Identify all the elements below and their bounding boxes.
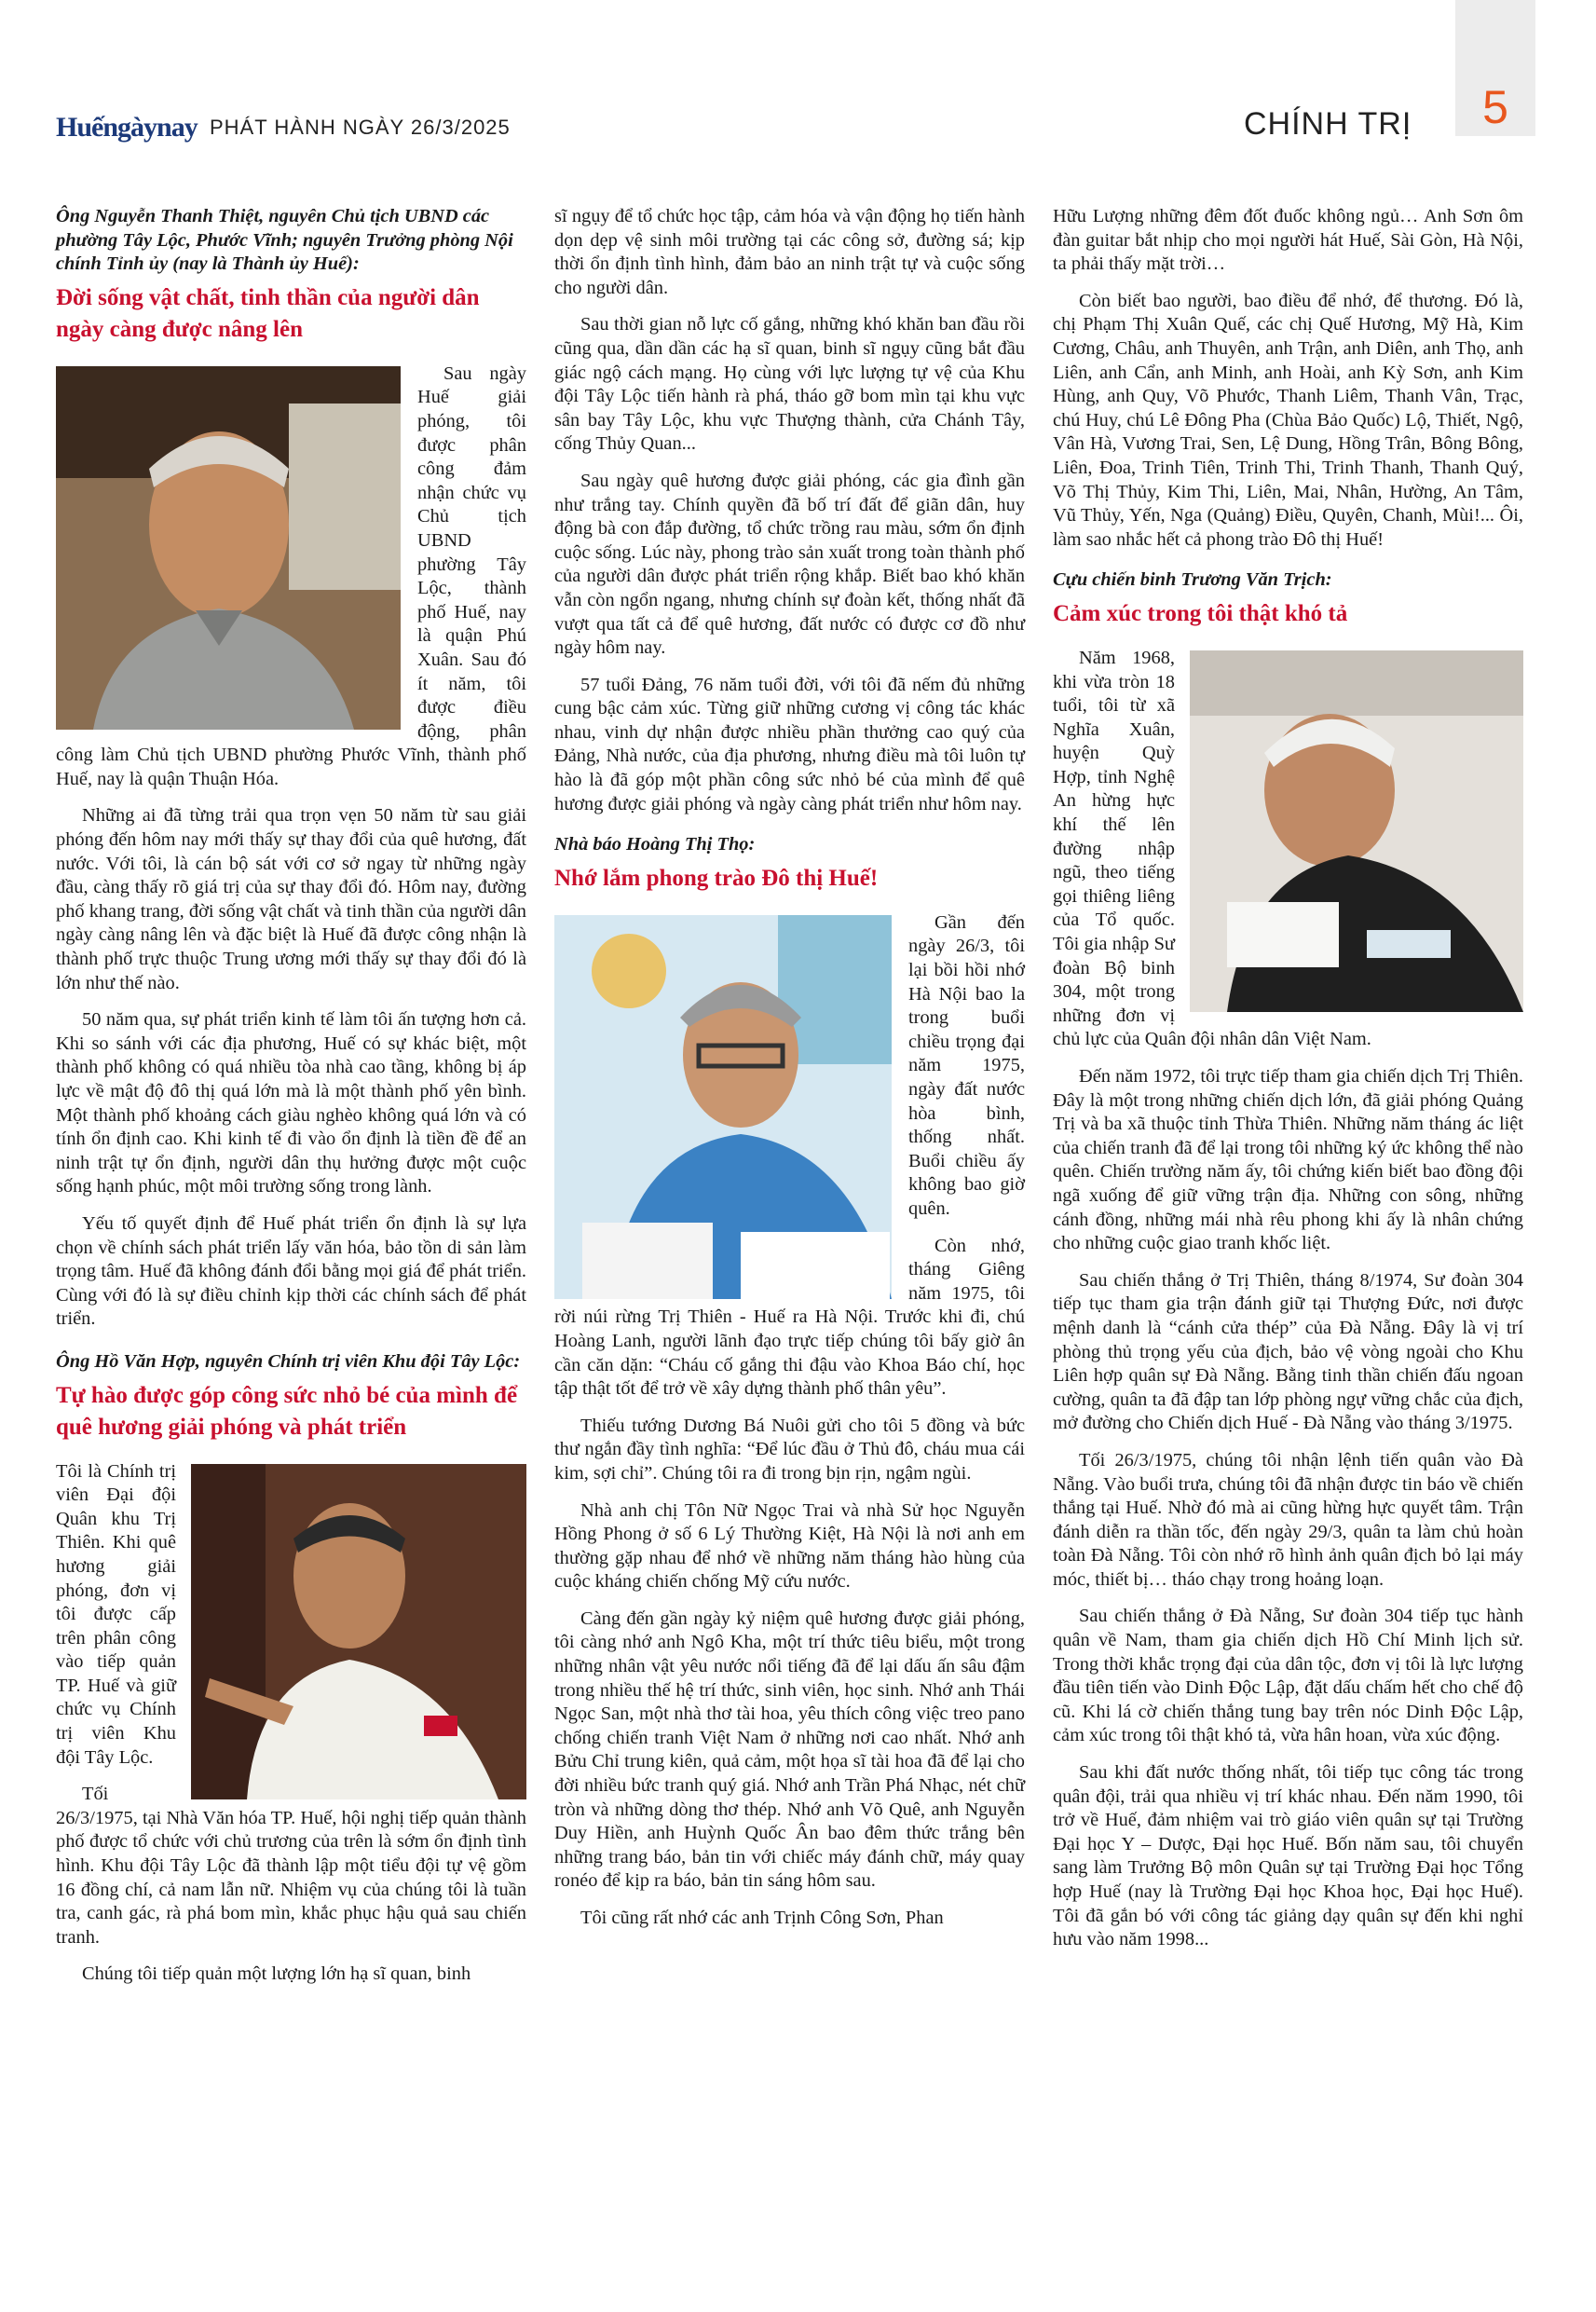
paragraph: Sau thời gian nỗ lực cố gắng, những khó khăn ban đầu rồi cũng qua, dần dần các hạ sĩ quan, binh sĩ ngụy cũng bắt đầu giác ngộ cách mạng. Họ cùng với lực lượng tự vệ của Khu đội Tây Lộc tiến hành rà phá, tháo gỡ bom mìn tại khu vực sân bay Tây Lộc, khu vực Thượng thành, cửa Chánh Tây, cống Thủy Quan... <box>554 314 1025 455</box>
paragraph: Những ai đã từng trải qua trọn vẹn 50 năm từ sau giải phóng đến hôm nay mới thấy sự thay đổi của quê hương, đất nước. Với tôi, là cán bộ sát với cơ sở ngay từ những ngày đầu, càng thấy rõ giá trị của sự thay đổi đó. Hôm nay, đường phố khang trang, đời sống vật chất và tinh thần của người dân ngày càng nâng lên và đặc biệt là Huế đã được công nhận là thành phố trực thuộc Trung ương mới thấy sự thay đổi đó là lớn như thế nào. <box>56 805 526 993</box>
column-1 <box>56 205 526 2000</box>
speaker-hoang-thi-tho: Nhà báo Hoàng Thị Thọ: <box>554 834 756 855</box>
masthead-logo: Huếngàynay <box>56 112 198 143</box>
paragraph: 50 năm qua, sự phát triển kinh tế làm tôi ấn tượng hơn cả. Khi so sánh với các địa phương, Huế có sự khác biệt, một thành phố không có quá nhiều tòa nhà cao tầng, không bị áp lực về mật độ đô thị quá lớn mà là một thành phố yên bình. Một thành phố khoảng cách giàu nghèo không quá lớn và có tính ổn định cao. Khi kinh tế đi vào ổn định là tiền đề để an ninh trật tự ổn định, người dân thụ hưởng được một cuộc sống hạnh phúc, một môi trường sống trong lành. <box>56 1009 526 1197</box>
paragraph: Hữu Lượng những đêm đốt đuốc không ngủ… Anh Sơn ôm đàn guitar bắt nhịp cho mọi người hát Huế, Sài Gòn, Hà Nội, ta phải thấy mặt trời… <box>1053 206 1523 275</box>
paragraph: Đến năm 1972, tôi trực tiếp tham gia chiến dịch Trị Thiên. Đây là một trong những chiến dịch lớn, đã giải phóng Quảng Trị và ba xã thuộc tỉnh Thừa Thiên. Những năm tháng ác liệt của chiến tranh đã để lại trong tôi những ký ức không thể nào quên. Chiến trường năm ấy, tôi chứng kiến biết bao đồng đội ngã xuống để giữ vững trận địa. Những con sông, những cánh đồng, những mái nhà rêu phong khi ấy là nhân chứng cho những cuộc giao tranh khốc liệt. <box>1053 1066 1523 1254</box>
paragraph: Còn nhớ, tháng Giêng năm 1975, tôi rời núi rừng Trị Thiên - Huế ra Hà Nội. Trước khi đi, chú Hoàng Lanh, người lãnh đạo trực tiếp chúng tôi bấy giờ ân cần căn dặn: “Cháu cố gắng thi đậu vào Khoa Báo chí, học tập thật tốt để trở về xây dựng thành phố thân yêu”. <box>554 1235 1025 1400</box>
portrait-ho-van-hop <box>191 1464 526 1799</box>
issue-date: PHÁT HÀNH NGÀY 26/3/2025 <box>210 116 511 139</box>
paragraph: Nhà anh chị Tôn Nữ Ngọc Trai và nhà Sử học Nguyễn Hồng Phong ở số 6 Lý Thường Kiệt, Hà Nội là nơi anh em thường gặp nhau để nhớ về những năm tháng hào hùng của cuộc kháng chiến chống Mỹ cứu nước. <box>554 1499 1025 1593</box>
speaker-truong-van-trich: Cựu chiến binh Trương Văn Trịch: <box>1053 569 1332 591</box>
paragraph: Càng đến gần ngày kỷ niệm quê hương được giải phóng, tôi càng nhớ anh Ngô Kha, một trí thức tiêu biểu, một trong những nhân vật yêu nước nổi tiếng đã để lại dấu ấn sâu đậm trong nhiều thế hệ trí thức, sinh viên, học sinh. Nhớ anh Thái Ngọc San, một nhà thơ tài hoa, yêu thích công việc treo pano chống chiến tranh Việt Nam ở những nơi cao nhất. Nhớ anh Bửu Chỉ trung kiên, quả cảm, một họa sĩ tài hoa đã để lại cho đời nhiều bức tranh quý giá. Nhớ anh Trần Phá Nhạc, nét chữ tròn và những dòng thơ thép. Nhớ anh Võ Quê, anh Nguyễn Duy Hiền, anh Huỳnh Quốc Ân bao đêm thức trắng bên những trang báo, bản tin với chiếc máy đánh chữ, máy quay ronéo để kịp ra báo, bản tin sáng hôm sau. <box>554 1607 1025 1892</box>
paragraph: Thiếu tướng Dương Bá Nuôi gửi cho tôi 5 đồng và bức thư ngắn đầy tình nghĩa: “Để lúc đầu ở Thủ đô, cháu mua cái kim, sợi chỉ”. Chúng tôi ra đi trong bịn rịn, ngậm ngùi. <box>554 1415 1025 1484</box>
page-number: 5 <box>1482 81 1508 133</box>
paragraph: Sau ngày Huế giải phóng, tôi được phân công đảm nhận chức vụ Chủ tịch UBND phường Tây Lộc, thành phố Huế, nay là quận Phú Xuân. Sau đó ít năm, tôi được điều động, phân công làm Chủ tịch UBND phường Phước Vĩnh, thành phố Huế, nay là quận Thuận Hóa. <box>56 363 526 789</box>
headline-4: Cảm xúc trong tôi thật khó tả <box>1053 600 1348 626</box>
portrait-nguyen-thanh-thiet <box>56 366 401 730</box>
paragraph: Gần đến ngày 26/3, tôi lại bồi hồi nhớ Hà Nội bao la trong buổi chiều trọng đại năm 1975, ngày đất nước hòa bình, thống nhất. Buổi chiều ấy không bao giờ quên. <box>908 911 1025 1219</box>
paragraph: Sau khi đất nước thống nhất, tôi tiếp tục công tác trong quân đội, trải qua nhiều vị trí khác nhau. Đến năm 1990, tôi trở về Huế, đảm nhiệm vai trò giáo viên quân sự tại Trường Đại học Y – Dược, Đại học Huế. Bốn năm sau, tôi chuyển sang làm Trưởng Bộ môn Quân sự tại Trường Đại học Tổng hợp Huế (nay là Trường Đại học Khoa học, Đại học Huế). Tôi đã gắn bó với công tác giảng dạy quân sự đến khi nghỉ hưu vào năm 1998... <box>1053 1762 1523 1950</box>
paragraph: Tối 26/3/1975, chúng tôi nhận lệnh tiến quân vào Đà Nẵng. Vào buổi trưa, chúng tôi đã nhận được tin báo về chiến thắng tại Huế. Nhờ đó mà ai cũng hừng hực quyết tâm. Trận đánh diễn ra thần tốc, đến ngày 29/3, quân ta làm chủ hoàn toàn Đà Nẵng. Tôi còn nhớ rõ hình ảnh quân địch bỏ lại máy móc, thiết bị… tháo chạy trong hoảng loạn. <box>1053 1449 1523 1590</box>
paragraph: Tôi là Chính trị viên Đại đội Quân khu Trị Thiên. Khi quê hương giải phóng, đơn vị tôi được cấp trên phân công vào tiếp quản TP. Huế và giữ chức vụ Chính trị viên Khu đội Tây Lộc. <box>56 1460 176 1768</box>
speaker-ho-van-hop: Ông Hồ Văn Hợp, nguyên Chính trị viên Khu đội Tây Lộc: <box>56 1350 521 1372</box>
headline-2: Tự hào được góp công sức nhỏ bé của mình để quê hương giải phóng và phát triển <box>56 1382 518 1440</box>
headline-1: Đời sống vật chất, tinh thần của người dân ngày càng được nâng lên <box>56 284 480 342</box>
paragraph: sĩ ngụy để tổ chức học tập, cảm hóa và vận động họ tiến hành dọn dẹp vệ sinh môi trường tại các công sở, đường sá; kịp thời ổn định tình hình, đảm bảo an ninh trật tự và cuộc sống cho người dân. <box>554 206 1025 298</box>
paragraph: Tôi cũng rất nhớ các anh Trịnh Công Sơn, Phan <box>580 1908 944 1928</box>
section-title: CHÍNH TRỊ <box>1244 106 1412 142</box>
paragraph: Sau chiến thắng ở Trị Thiên, tháng 8/1974, Sư đoàn 304 tiếp tục tham gia trận đánh giữ tại Thượng Đức, nơi được mệnh danh là “cánh cửa thép” của Đà Nẵng. Đây là vị trí phòng thủ trọng yếu của địch, bảo vệ vòng ngoài cho Khu Liên hợp quân sự Đà Nẵng. Bằng tinh thần chiến đấu ngoan cường, quân ta đã đập tan lớp phòng ngự vững chắc của địch, mở đường cho Chiến dịch Huế - Đà Nẵng vào tháng 3/1975. <box>1053 1269 1523 1434</box>
paragraph: Năm 1968, khi vừa tròn 18 tuổi, tôi từ xã Nghĩa Xuân, huyện Quỳ Hợp, tỉnh Nghệ An hừng hực khí thế lên đường nhập ngũ, theo tiếng gọi thiêng liêng của Tổ quốc. Tôi gia nhập Sư đoàn Bộ binh 304, một trong những đơn vị chủ lực của Quân đội nhân dân Việt Nam. <box>1053 647 1371 1050</box>
paragraph: Chúng tôi tiếp quản một lượng lớn hạ sĩ quan, binh <box>82 1963 471 1985</box>
paragraph: Sau chiến thắng ở Đà Nẵng, Sư đoàn 304 tiếp tục hành quân về Nam, tham gia chiến dịch Hồ Chí Minh lịch sử. Trong thời khắc trọng đại của dân tộc, đơn vị tôi là lực lượng đầu tiên tiến vào Dinh Độc Lập, đặt dấu chấm hết cho chế độ cũ. Khi lá cờ chiến thắng tung bay trên nóc Dinh Độc Lập, cảm xúc trong tôi thật khó tả, vừa hân hoan, vừa xúc động. <box>1053 1606 1523 1746</box>
portrait-hoang-thi-tho <box>554 915 892 1299</box>
paragraph: 57 tuổi Đảng, 76 năm tuổi đời, với tôi đã nếm đủ những cung bậc cảm xúc. Từng giữ những cương vị công tác khác nhau, vinh dự nhận được nhiều phần thưởng cao quý của Đảng, Nhà nước, của địa phương, nhưng điều mà tôi luôn tự hào là đã góp một phần công sức nhỏ bé của mình để quê hương được giải phóng và ngày càng phát triển như hôm nay. <box>554 674 1025 814</box>
speaker-nguyen-thanh-thiet: Ông Nguyễn Thanh Thiệt, nguyên Chủ tịch UBND các phường Tây Lộc, Phước Vĩnh; nguyên Trưởng phòng Nội chính Tỉnh ủy (nay là Thành ủy Huế): <box>56 206 513 275</box>
portrait-truong-van-trich <box>1190 650 1523 1012</box>
paragraph: Sau ngày quê hương được giải phóng, các gia đình gần như trắng tay. Chính quyền đã bố trí đất để giãn dân, huy động bà con đắp đường, tổ chức trồng rau màu, sớm ổn định cuộc sống. Lúc này, phong trào sản xuất trong toàn thành phố của người dân được phát triển rộng khắp. Biết bao khó khăn vẫn còn ngổn ngang, nhưng chính sự đoàn kết, thống nhất đã vượt qua tất cả để quê hương, đất nước có được cơ đồ như ngày hôm nay. <box>554 470 1025 659</box>
paragraph: Còn biết bao người, bao điều để nhớ, để thương. Đó là, chị Phạm Thị Xuân Quế, các chị Quế Hương, Mỹ Hà, Kim Cương, Châu, anh Thuyên, anh Trận, anh Diên, anh Thọ, anh Liên, anh Cẩn, anh Minh, anh Hoài, anh Kỳ Sơn, anh Kim Hùng, anh Quy, Võ Phước, Thanh Liêm, Thanh Vân, Trạc, chú Huy, chú Lê Đông Pha (Chùa Bảo Quốc) Lộ, Thiết, Ngộ, Vân Hà, Vương Trai, Sen, Lệ Dung, Hồng Trân, Bông Bông, Liên, Đoa, Trinh Tiên, Trinh Thi, Trinh Thanh, Thanh Quý, Võ Thị Thủy, Kim Thi, Liên, Mai, Nhân, Hường, An Tâm, Vũ Thủy, Yến, Nga (Quảng) Điều, Quyên, Chanh, Mùi!... Ôi, làm sao nhắc hết cả phong trào Đô thị Huế! <box>1053 290 1523 550</box>
column-2 <box>554 205 1025 1944</box>
headline-3: Nhớ lắm phong trào Đô thị Huế! <box>554 865 879 891</box>
paragraph: Yếu tố quyết định để Huế phát triển ổn định là sự lựa chọn về chính sách phát triển lấy văn hóa, bảo tồn di sản làm trọng tâm. Huế đã không đánh đổi bằng mọi giá để phát triển. Cùng với đó là sự điều chỉnh kịp thời các chính sách để phát triển. <box>56 1212 526 1330</box>
paragraph: Tối 26/3/1975, tại Nhà Văn hóa TP. Huế, hội nghị tiếp quản thành phố được tổ chức với chủ trương của trên là sớm ổn định tình hình. Khu đội Tây Lộc đã thành lập một tiểu đội tự vệ gồm 16 đồng chí, cả nam lẫn nữ. Nhiệm vụ của chúng tôi là tuần tra, canh gác, rà phá bom mìn, khắc phục hậu quả sau chiến tranh. <box>56 1784 526 1948</box>
column-3 <box>1053 205 1523 1965</box>
